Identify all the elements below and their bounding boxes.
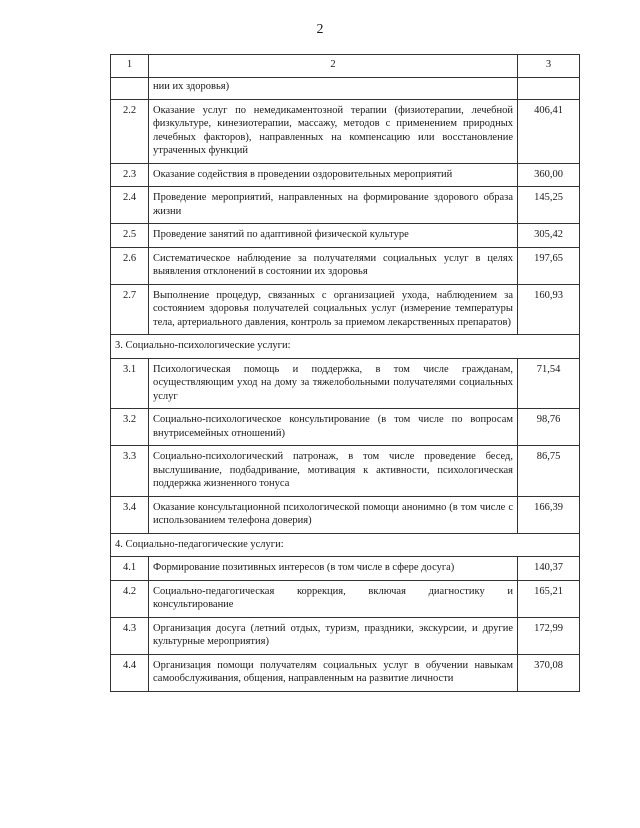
service-price: 165,21 (518, 580, 580, 617)
service-price: 172,99 (518, 617, 580, 654)
service-number: 2.6 (111, 247, 149, 284)
column-header-service: 2 (149, 55, 518, 78)
service-description: Организация досуга (летний отдых, туризм, праздники, экскурсии, и другие культурные мероприятия) (149, 617, 518, 654)
service-number: 3.3 (111, 446, 149, 497)
table-row (111, 496, 580, 533)
service-number: 2.7 (111, 284, 149, 335)
service-price: 140,37 (518, 557, 580, 581)
column-header-number: 1 (111, 55, 149, 78)
table-row (111, 247, 580, 284)
service-price: 145,25 (518, 187, 580, 224)
table-row (111, 557, 580, 581)
table-row (111, 580, 580, 617)
service-price: 305,42 (518, 224, 580, 248)
service-description: Проведение мероприятий, направленных на формирование здорового образа жизни (149, 187, 518, 224)
table-row (111, 654, 580, 691)
service-price: 370,08 (518, 654, 580, 691)
continuation-price-cell (518, 78, 580, 100)
table-row (111, 617, 580, 654)
service-description: Оказание услуг по немедикаментозной терапии (физиотерапии, лечебной физкультуре, кинезиотерапии, массажу, методов с применением природных лечебных факторов), направленных на компенсацию или восстановление утраченных функций (149, 99, 518, 163)
table-row (111, 409, 580, 446)
service-price: 166,39 (518, 496, 580, 533)
service-number: 2.4 (111, 187, 149, 224)
table-row (111, 358, 580, 409)
service-number: 3.2 (111, 409, 149, 446)
table-row (111, 99, 580, 163)
service-number: 4.2 (111, 580, 149, 617)
service-description: Проведение занятий по адаптивной физической культуре (149, 224, 518, 248)
service-number: 2.3 (111, 163, 149, 187)
service-number: 4.3 (111, 617, 149, 654)
service-price: 98,76 (518, 409, 580, 446)
continuation-text: нии их здоровья) (149, 78, 518, 100)
service-description: Социально-педагогическая коррекция, включая диагностику и консультирование (149, 580, 518, 617)
service-description: Оказание консультационной психологической помощи анонимно (в том числе с использованием телефона доверия) (149, 496, 518, 533)
services-price-table (110, 54, 580, 692)
table-row (111, 284, 580, 335)
service-number: 3.1 (111, 358, 149, 409)
section-header-row (111, 533, 580, 557)
continuation-number-cell (111, 78, 149, 100)
column-header-price: 3 (518, 55, 580, 78)
service-price: 160,93 (518, 284, 580, 335)
table-row (111, 224, 580, 248)
service-number: 2.2 (111, 99, 149, 163)
service-description: Систематическое наблюдение за получателями социальных услуг в целях выявления отклонений в состоянии их здоровья (149, 247, 518, 284)
service-price: 360,00 (518, 163, 580, 187)
service-description: Психологическая помощь и поддержка, в том числе гражданам, осуществляющим уход на дому за тяжелобольными получателями социальных услуг (149, 358, 518, 409)
service-price: 71,54 (518, 358, 580, 409)
service-number: 4.4 (111, 654, 149, 691)
service-price: 406,41 (518, 99, 580, 163)
service-description: Организация помощи получателям социальных услуг в обучении навыкам самообслуживания, общения, направленным на развитие личности (149, 654, 518, 691)
service-description: Формирование позитивных интересов (в том числе в сфере досуга) (149, 557, 518, 581)
service-number: 3.4 (111, 496, 149, 533)
continuation-row (111, 78, 580, 100)
page-number: 2 (316, 22, 324, 37)
service-description: Социально-психологический патронаж, в том числе проведение бесед, выслушивание, подбадривание, мотивация к активности, психологическая поддержка жизненного тонуса (149, 446, 518, 497)
service-description: Оказание содействия в проведении оздоровительных мероприятий (149, 163, 518, 187)
service-description: Социально-психологическое консультирование (в том числе по вопросам внутрисемейных отношений) (149, 409, 518, 446)
section-title: 4. Социально-педагогические услуги: (111, 533, 580, 557)
service-price: 86,75 (518, 446, 580, 497)
service-price: 197,65 (518, 247, 580, 284)
table-row (111, 163, 580, 187)
service-description: Выполнение процедур, связанных с организацией ухода, наблюдением за состоянием здоровья получателей социальных услуг (измерение температуры тела, артериального давления, контроль за приемом лекарственных препаратов) (149, 284, 518, 335)
table-header-row (111, 55, 580, 78)
service-number: 4.1 (111, 557, 149, 581)
section-header-row (111, 335, 580, 359)
table-row (111, 187, 580, 224)
service-number: 2.5 (111, 224, 149, 248)
table-row (111, 446, 580, 497)
section-title: 3. Социально-психологические услуги: (111, 335, 580, 359)
